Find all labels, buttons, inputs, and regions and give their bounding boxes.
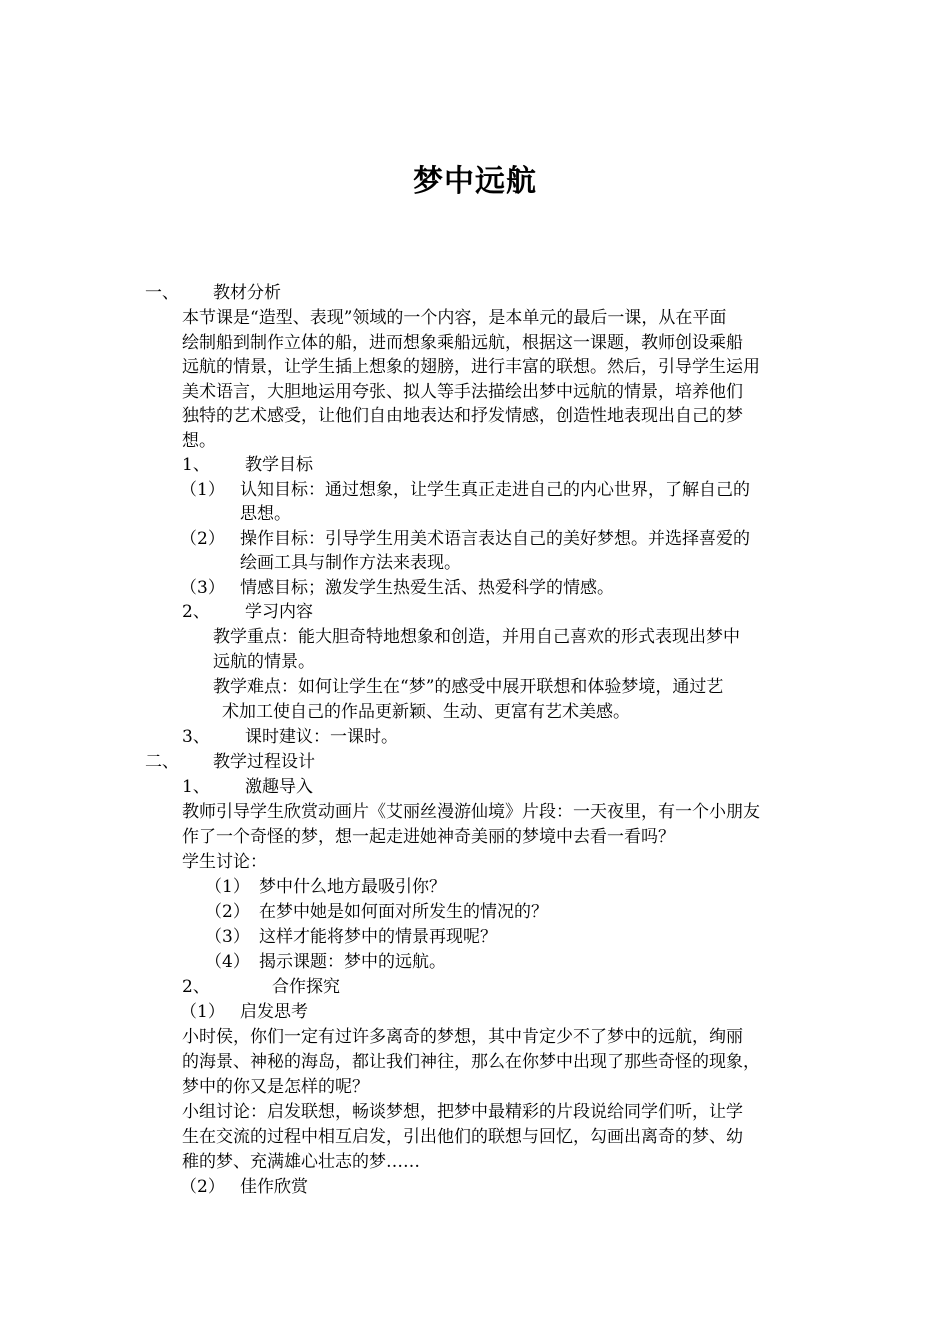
goal-item-number: （2） bbox=[180, 529, 225, 549]
paragraph-line: 美术语言，大胆地运用夸张、拟人等手法描绘出梦中远航的情景，培养他们 bbox=[182, 382, 743, 402]
explore-line: 的海景、神秘的海岛，都让我们神往，那么在你梦中出现了那些奇怪的现象， bbox=[182, 1052, 760, 1072]
discussion-text: 这样才能将梦中的情景再现呢？ bbox=[259, 927, 497, 947]
time-number: 3、 bbox=[182, 727, 210, 747]
section-1-heading: 教材分析 bbox=[213, 283, 281, 303]
content-number: 2、 bbox=[182, 602, 210, 622]
explore-line: 稚的梦、充满雄心壮志的梦…… bbox=[182, 1152, 420, 1172]
key-point-line: 远航的情景。 bbox=[213, 652, 315, 672]
goal-item-text: 思想。 bbox=[240, 504, 291, 524]
page-title: 梦中远航 bbox=[413, 164, 537, 199]
goal-item-text: 情感目标；激发学生热爱生活、热爱科学的情感。 bbox=[240, 578, 614, 598]
discussion-number: （3） bbox=[205, 927, 250, 947]
discussion-text: 揭示课题：梦中的远航。 bbox=[259, 952, 446, 972]
explore-line: 小时侯，你们一定有过许多离奇的梦想，其中肯定少不了梦中的远航，绚丽 bbox=[182, 1027, 743, 1047]
paragraph-line: 独特的艺术感受，让他们自由地表达和抒发情感，创造性地表现出自己的梦 bbox=[182, 406, 743, 426]
intro-line: 作了一个奇怪的梦，想一起走进她神奇美丽的梦境中去看一看吗？ bbox=[182, 827, 675, 847]
content-heading: 学习内容 bbox=[245, 602, 313, 622]
goal-item-number: （1） bbox=[180, 480, 225, 500]
discussion-text: 在梦中她是如何面对所发生的情况的？ bbox=[259, 902, 548, 922]
difficulty-line: 教学难点：如何让学生在“梦”的感受中展开联想和体验梦境，通过艺 bbox=[213, 677, 724, 697]
explore-2-heading: 佳作欣赏 bbox=[240, 1177, 308, 1197]
explore-line: 生在交流的过程中相互启发，引出他们的联想与回忆，勾画出离奇的梦、幼 bbox=[182, 1127, 743, 1147]
section-1-number: 一、 bbox=[145, 283, 179, 303]
section-2-heading: 教学过程设计 bbox=[213, 752, 315, 772]
intro-heading: 激趣导入 bbox=[245, 777, 313, 797]
goals-heading: 教学目标 bbox=[245, 455, 313, 475]
discussion-number: （1） bbox=[205, 877, 250, 897]
discussion-number: （4） bbox=[205, 952, 250, 972]
explore-number: 2、 bbox=[182, 977, 210, 997]
discussion-text: 梦中什么地方最吸引你？ bbox=[259, 877, 446, 897]
time-text: 课时建议：一课时。 bbox=[245, 727, 398, 747]
key-point-line: 教学重点：能大胆奇特地想象和创造，并用自己喜欢的形式表现出梦中 bbox=[213, 627, 740, 647]
paragraph-line: 绘制船到制作立体的船，进而想象乘船远航，根据这一课题，教师创设乘船 bbox=[182, 333, 743, 353]
discussion-number: （2） bbox=[205, 902, 250, 922]
explore-line: 梦中的你又是怎样的呢？ bbox=[182, 1077, 369, 1097]
intro-number: 1、 bbox=[182, 777, 210, 797]
explore-1-number: （1） bbox=[180, 1002, 225, 1022]
explore-heading: 合作探究 bbox=[272, 977, 340, 997]
paragraph-line: 本节课是“造型、表现”领域的一个内容，是本单元的最后一课，从在平面 bbox=[182, 308, 727, 328]
explore-line: 小组讨论：启发联想，畅谈梦想，把梦中最精彩的片段说给同学们听，让学 bbox=[182, 1102, 743, 1122]
goal-item-text: 认知目标：通过想象，让学生真正走进自己的内心世界，了解自己的 bbox=[240, 480, 750, 500]
goal-item-text: 绘画工具与制作方法来表现。 bbox=[240, 553, 461, 573]
paragraph-line: 远航的情景，让学生插上想象的翅膀，进行丰富的联想。然后，引导学生运用 bbox=[182, 357, 760, 377]
explore-1-heading: 启发思考 bbox=[240, 1002, 308, 1022]
difficulty-line: 术加工使自己的作品更新颖、生动、更富有艺术美感。 bbox=[222, 702, 630, 722]
section-2-number: 二、 bbox=[145, 752, 179, 772]
goals-number: 1、 bbox=[182, 455, 210, 475]
goal-item-number: （3） bbox=[180, 578, 225, 598]
intro-line: 教师引导学生欣赏动画片《艾丽丝漫游仙境》片段：一天夜里，有一个小朋友 bbox=[182, 802, 760, 822]
paragraph-line: 想。 bbox=[182, 431, 216, 451]
explore-2-number: （2） bbox=[180, 1177, 225, 1197]
goal-item-text: 操作目标：引导学生用美术语言表达自己的美好梦想。并选择喜爱的 bbox=[240, 529, 750, 549]
intro-line: 学生讨论： bbox=[182, 852, 267, 872]
